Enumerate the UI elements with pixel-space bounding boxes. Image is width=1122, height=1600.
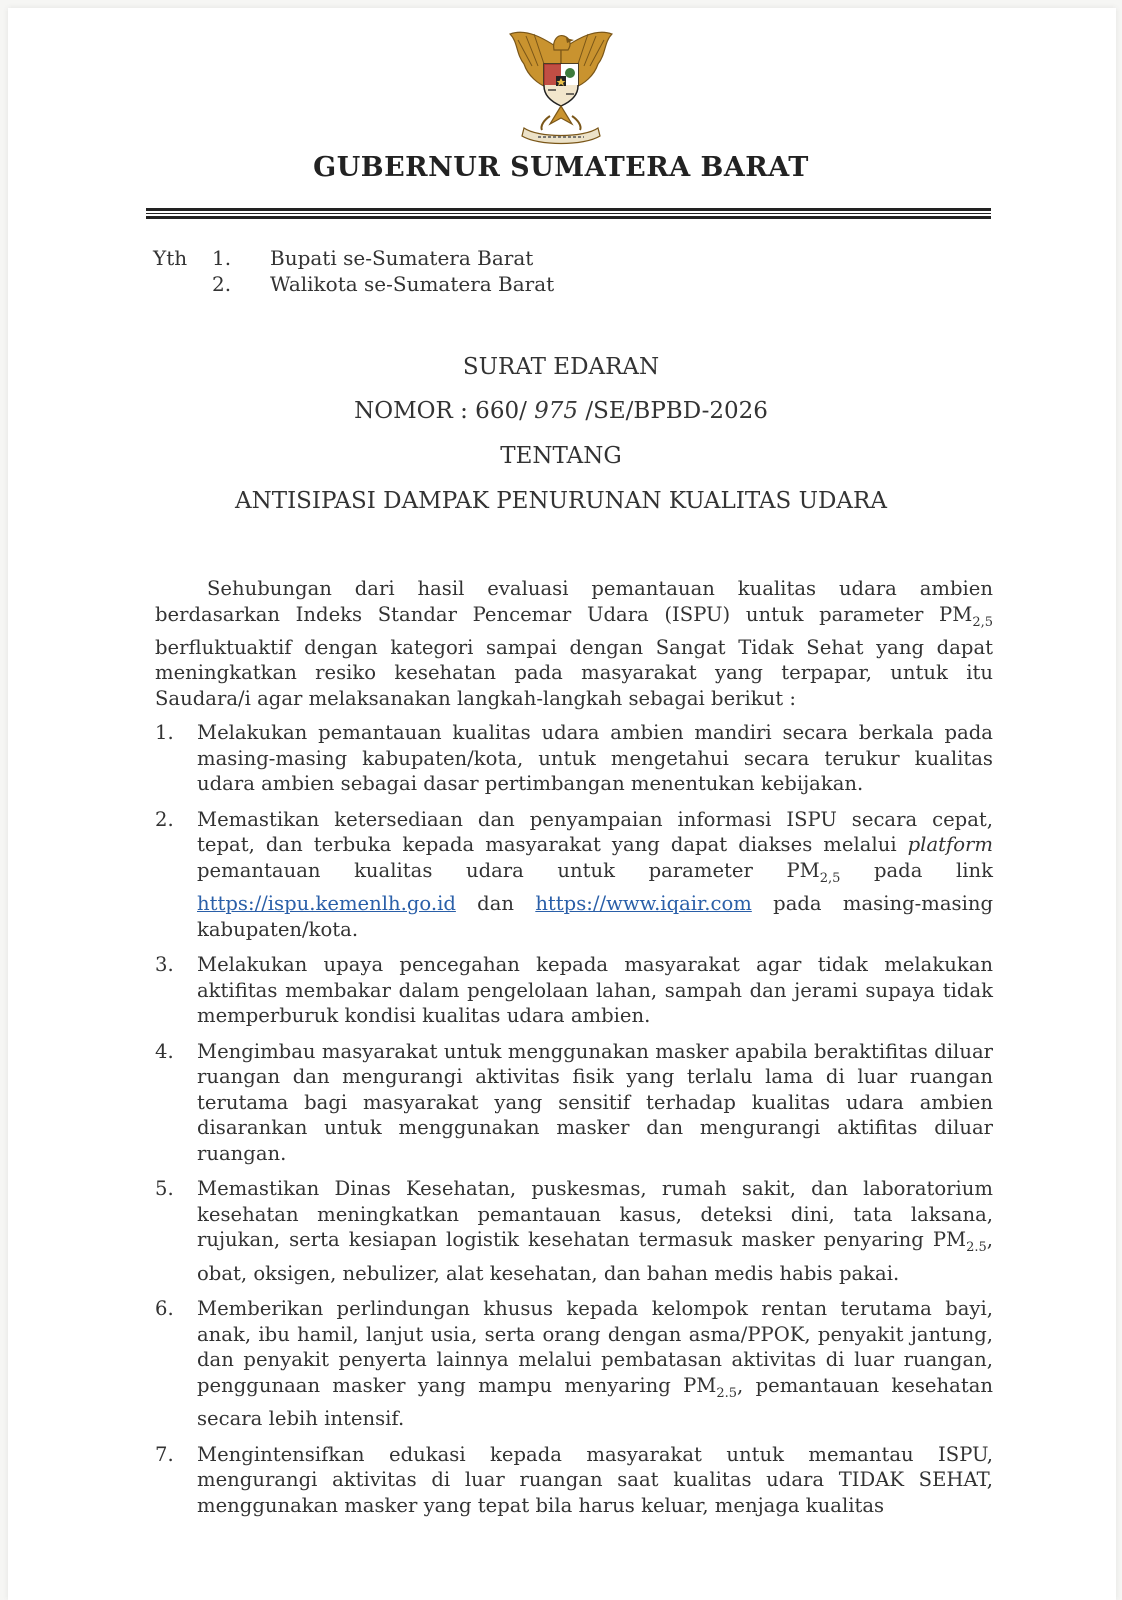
list-item	[155, 1442, 993, 1519]
item-text: Memastikan ketersediaan dan penyampaian informasi ISPU secara cepat, tepat, dan terbuka kepada masyarakat yang dapat diakses melalui	[197, 807, 993, 857]
ispu-link[interactable]: https://ispu.kemenlh.go.id	[197, 892, 456, 916]
list-item	[155, 1176, 993, 1286]
document-type: SURAT EDARAN	[462, 354, 660, 380]
list-item	[155, 807, 993, 942]
document-number	[0, 398, 1122, 424]
garuda-emblem-icon	[504, 20, 618, 148]
recipient-name: Walikota se-Sumatera Barat	[270, 272, 555, 296]
document-body	[155, 576, 993, 1528]
intro-text: Sehubungan dari hasil evaluasi pemantauan kualitas udara ambien berdasarkan Indeks Standar Pencemar Udara (ISPU) untuk parameter PM	[155, 577, 993, 626]
item-number: 5.	[155, 1177, 174, 1201]
item-text: Mengintensifkan edukasi kepada masyarakat untuk memantau ISPU, mengurangi aktivitas di luar ruangan saat kualitas udara TIDAK SEHAT, menggunakan masker yang tepat bila harus keluar, menjaga kualitas	[197, 1442, 993, 1517]
recipient-name: Bupati se-Sumatera Barat	[270, 246, 534, 270]
document-subject: ANTISIPASI DAMPAK PENURUNAN KUALITAS UDARA	[235, 488, 887, 514]
list-item	[155, 720, 993, 797]
recipient-number: 2.	[212, 272, 232, 296]
list-item	[155, 1296, 993, 1431]
item-text: Memastikan Dinas Kesehatan, puskesmas, rumah sakit, dan laboratorium kesehatan meningkatkan pemantauan kasus, deteksi dini, tata laksana, rujukan, serta kesiapan logistik kesehatan termasuk masker penyaring PM	[197, 1177, 993, 1252]
pm-subscript: 2.5	[966, 1240, 987, 1256]
action-list	[155, 720, 993, 1518]
item-number: 4.	[155, 1039, 174, 1063]
list-item	[155, 952, 993, 1029]
number-handwritten: 975	[534, 398, 579, 424]
letterhead-title: GUBERNUR SUMATERA BARAT	[313, 152, 809, 183]
item-text: Memberikan perlindungan khusus kepada kelompok rentan terutama bayi, anak, ibu hamil, lanjut usia, serta orang dengan asma/PPOK, penyakit jantung, dan penyakit penyerta lainnya melalui pembatasan aktivitas di luar ruangan, penggunaan masker yang mampu menyaring PM	[197, 1297, 993, 1397]
item-text: pada masing-masing kabupaten/kota.	[197, 892, 993, 941]
number-prefix: NOMOR : 660/	[354, 398, 527, 424]
item-number: 2.	[155, 807, 174, 831]
intro-paragraph	[155, 576, 993, 711]
item-text: pemantauan kualitas udara untuk parameter PM	[197, 858, 820, 882]
item-text: Melakukan pemantauan kualitas udara ambien mandiri secara berkala pada masing-masing kabupaten/kota, untuk mengetahui secara terukur kualitas udara ambien sebagai dasar pertimbangan menentukan kebijakan.	[197, 721, 993, 796]
recipient-number: 1.	[212, 246, 232, 270]
pm-subscript: 2.5	[716, 1385, 738, 1401]
item-text: dan	[455, 892, 536, 916]
letterhead-rule	[146, 208, 991, 211]
pm-subscript: 2,5	[972, 614, 993, 630]
document-about: TENTANG	[500, 443, 622, 469]
item-text: pada link	[840, 858, 993, 882]
letterhead-rule-bottom	[146, 216, 991, 219]
iqair-link[interactable]: https://www.iqair.com	[535, 892, 752, 916]
item-text: , pemantauan kesehatan secara lebih intensif.	[197, 1373, 993, 1431]
intro-text: berfluktuaktif dengan kategori sampai dengan Sangat Tidak Sehat yang dapat meningkatkan resiko kesehatan pada masyarakat yang terpapar, untuk itu Saudara/i agar melaksanakan langkah-langkah sebagai berikut :	[155, 635, 993, 710]
item-number: 3.	[155, 953, 174, 977]
item-text-italic: platform	[907, 833, 993, 857]
number-suffix: /SE/BPBD-2026	[585, 398, 768, 424]
pm-subscript: 2,5	[819, 870, 841, 886]
letterhead-rule-thin	[146, 213, 991, 214]
item-number: 6.	[155, 1297, 174, 1321]
list-item	[155, 1039, 993, 1167]
item-text: , obat, oksigen, nebulizer, alat kesehatan, dan bahan medis habis pakai.	[197, 1228, 993, 1285]
item-number: 1.	[155, 721, 174, 745]
item-text: Melakukan upaya pencegahan kepada masyarakat agar tidak melakukan aktifitas membakar dalam pengelolaan lahan, sampah dan jerami supaya tidak memperburuk kondisi kualitas udara ambien.	[197, 953, 993, 1028]
recipient-prefix: Yth	[153, 246, 188, 270]
item-text: Mengimbau masyarakat untuk menggunakan masker apabila beraktifitas diluar ruangan dan mengurangi aktivitas fisik yang terlalu lama di luar ruangan terutama bagi masyarakat yang sensitif terhadap kualitas udara ambien disarankan untuk menggunakan masker dan mengurangi aktifitas diluar ruangan.	[197, 1039, 993, 1165]
item-number: 7.	[155, 1442, 174, 1466]
